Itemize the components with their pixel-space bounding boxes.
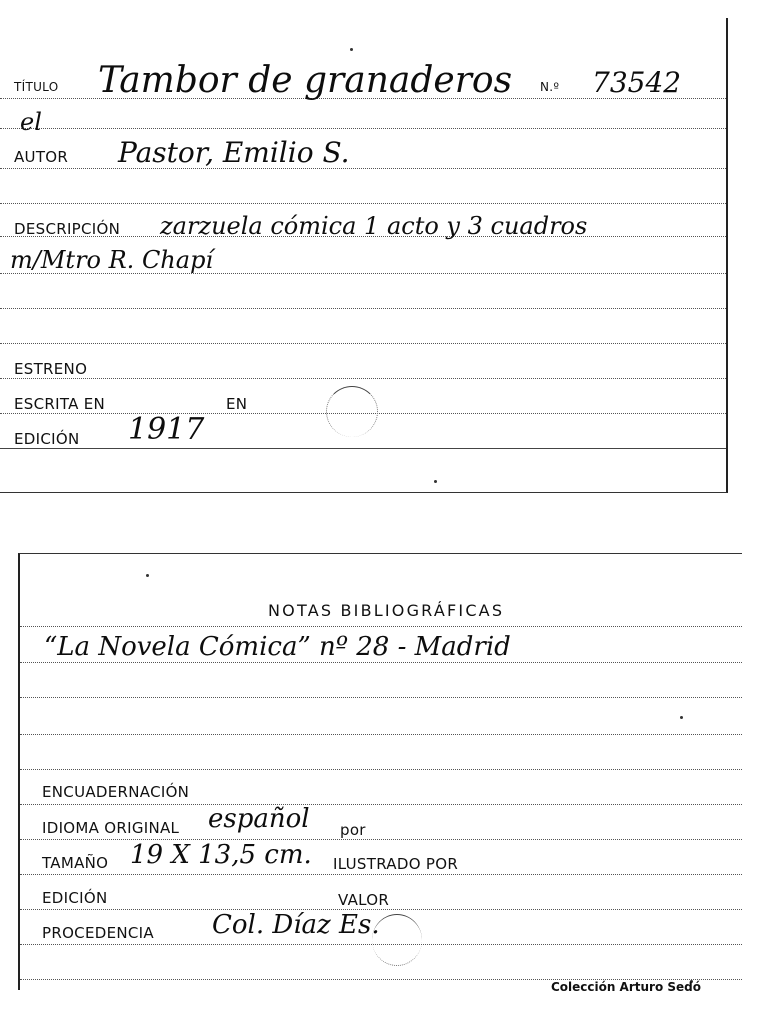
descripcion-value: zarzuela cómica 1 acto y 3 cuadros xyxy=(160,212,588,240)
descripcion-value-line2: m/Mtro R. Chapí xyxy=(10,246,214,274)
numero-value: 73542 xyxy=(592,66,682,99)
rule-line xyxy=(20,909,742,910)
edicion-label: EDICIÓN xyxy=(14,430,80,448)
footer-collection: Colección Arturo Sedó xyxy=(550,980,701,994)
procedencia-label: PROCEDENCIA xyxy=(42,924,154,942)
tamano-label: TAMAÑO xyxy=(42,854,109,872)
rule-line xyxy=(20,839,742,840)
rule-line xyxy=(0,343,726,344)
rule-line xyxy=(0,378,726,379)
speck xyxy=(146,574,149,577)
edicion-value: 1917 xyxy=(128,412,205,447)
extra-mark: el xyxy=(20,108,42,136)
punch-hole xyxy=(326,386,378,437)
procedencia-value: Col. Díaz Es. xyxy=(212,910,380,940)
idioma-original-label: IDIOMA ORIGINAL xyxy=(42,819,180,837)
punch-hole xyxy=(372,914,422,966)
rule-line xyxy=(0,203,726,204)
numero-label: N.º xyxy=(540,80,560,94)
rule-line xyxy=(0,128,726,129)
por-label: por xyxy=(340,821,366,839)
speck xyxy=(350,48,353,51)
rule-line xyxy=(20,769,742,770)
rule-line xyxy=(0,308,726,309)
autor-value: Pastor, Emilio S. xyxy=(118,136,350,169)
encuadernacion-label: ENCUADERNACIÓN xyxy=(42,783,190,801)
descripcion-label: DESCRIPCIÓN xyxy=(14,220,121,238)
rule-line xyxy=(20,697,742,698)
rule-line xyxy=(20,626,742,627)
speck xyxy=(680,716,683,719)
escrita-en-label: ESCRITA EN xyxy=(14,395,106,413)
titulo-value: Tambor de granaderos xyxy=(98,60,513,101)
autor-label: AUTOR xyxy=(14,148,69,166)
rule-line xyxy=(20,874,742,875)
rule-line xyxy=(20,804,742,805)
notas-heading: NOTAS BIBLIOGRÁFICAS xyxy=(268,601,505,620)
valor-label: VALOR xyxy=(338,891,390,909)
edicion-label: EDICIÓN xyxy=(42,889,108,907)
catalog-card-bottom xyxy=(18,553,742,990)
titulo-label: TÍTULO xyxy=(14,80,59,94)
catalog-card-top xyxy=(0,18,728,493)
notes-line-1: “La Novela Cómica” nº 28 - Madrid xyxy=(44,632,511,662)
rule-line xyxy=(20,662,742,663)
estreno-label: ESTRENO xyxy=(14,360,88,378)
rule-line xyxy=(20,734,742,735)
en-label: EN xyxy=(226,395,248,413)
speck xyxy=(434,480,437,483)
ilustrado-por-label: ILUSTRADO POR xyxy=(333,855,459,873)
tamano-value: 19 X 13,5 cm. xyxy=(130,840,312,870)
rule-line xyxy=(0,168,726,169)
idioma-original-value: español xyxy=(208,804,310,834)
rule-line xyxy=(0,448,726,449)
